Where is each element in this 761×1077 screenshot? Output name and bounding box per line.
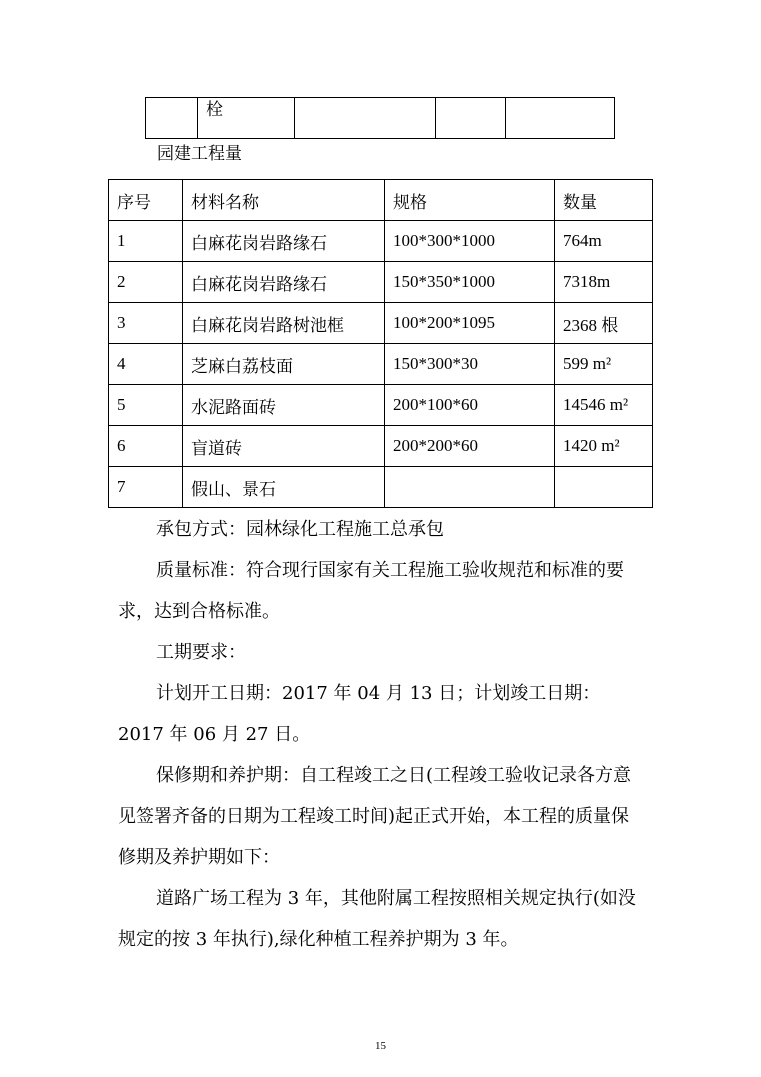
table-cell: 1 [109,221,183,262]
schedule-dates-paragraph: 计划开工日期：2017 年 04 月 13 日；计划竣工日期：2017 年 06 月 27 日。 [118,683,601,745]
table-cell: 4 [109,344,183,385]
table-row [109,221,653,262]
table-cell: 150*300*30 [385,344,555,385]
table-cell [385,467,555,508]
table-cell: 5 [109,385,183,426]
table-cell: 14546 m² [555,385,653,426]
table-cell [295,98,436,139]
table-cell: 白麻花岗岩路树池框 [183,303,385,344]
section-title: 园建工程量 [157,144,242,164]
table-row [109,467,653,508]
table-cell: 水泥路面砖 [183,385,385,426]
warranty-terms-paragraph: 道路广场工程为 3 年，其他附属工程按照相关规定执行(如没规定的按 3 年执行),绿化种植工程养护期为 3 年。 [118,888,636,950]
table-cell: 100*300*1000 [385,221,555,262]
table-row [146,98,615,139]
quality-standard-paragraph: 质量标准：符合现行国家有关工程施工验收规范和标准的要求，达到合格标准。 [118,560,624,622]
table-cell: 200*200*60 [385,426,555,467]
table-cell [555,467,653,508]
table-cell: 2368 根 [555,303,653,344]
table-cell: 2 [109,262,183,303]
quantities-table [108,179,653,508]
table-cell: 栓 [198,98,295,139]
table-cell: 7318m [555,262,653,303]
table-cell: 1420 m² [555,426,653,467]
table-cell: 白麻花岗岩路缘石 [183,221,385,262]
table-row [109,426,653,467]
contract-mode-paragraph: 承包方式：园林绿化工程施工总承包 [156,519,444,540]
table-cell: 200*100*60 [385,385,555,426]
table-cell: 假山、景石 [183,467,385,508]
table-cell: 盲道砖 [183,426,385,467]
table-row [109,344,653,385]
continued-table-fragment [145,97,615,139]
table-cell: 6 [109,426,183,467]
table-cell: 764m [555,221,653,262]
table-cell: 100*200*1095 [385,303,555,344]
page-number: 15 [375,1040,386,1052]
table-cell [436,98,506,139]
table-cell: 150*350*1000 [385,262,555,303]
table-cell: 芝麻白荔枝面 [183,344,385,385]
table-header-row [109,180,653,221]
header-cell: 规格 [385,180,555,221]
warranty-paragraph: 保修期和养护期：自工程竣工之日(工程竣工验收记录各方意见签署齐备的日期为工程竣工时间)起正式开始，本工程的质量保修期及养护期如下： [118,765,632,868]
table-row [109,262,653,303]
table-cell: 599 m² [555,344,653,385]
table-cell [146,98,198,139]
table-cell: 3 [109,303,183,344]
table-row [109,385,653,426]
table-row [109,303,653,344]
header-cell: 数量 [555,180,653,221]
table-cell: 白麻花岗岩路缘石 [183,262,385,303]
header-cell: 材料名称 [183,180,385,221]
header-cell: 序号 [109,180,183,221]
table-cell [506,98,615,139]
schedule-heading: 工期要求： [156,642,246,663]
table-cell: 7 [109,467,183,508]
